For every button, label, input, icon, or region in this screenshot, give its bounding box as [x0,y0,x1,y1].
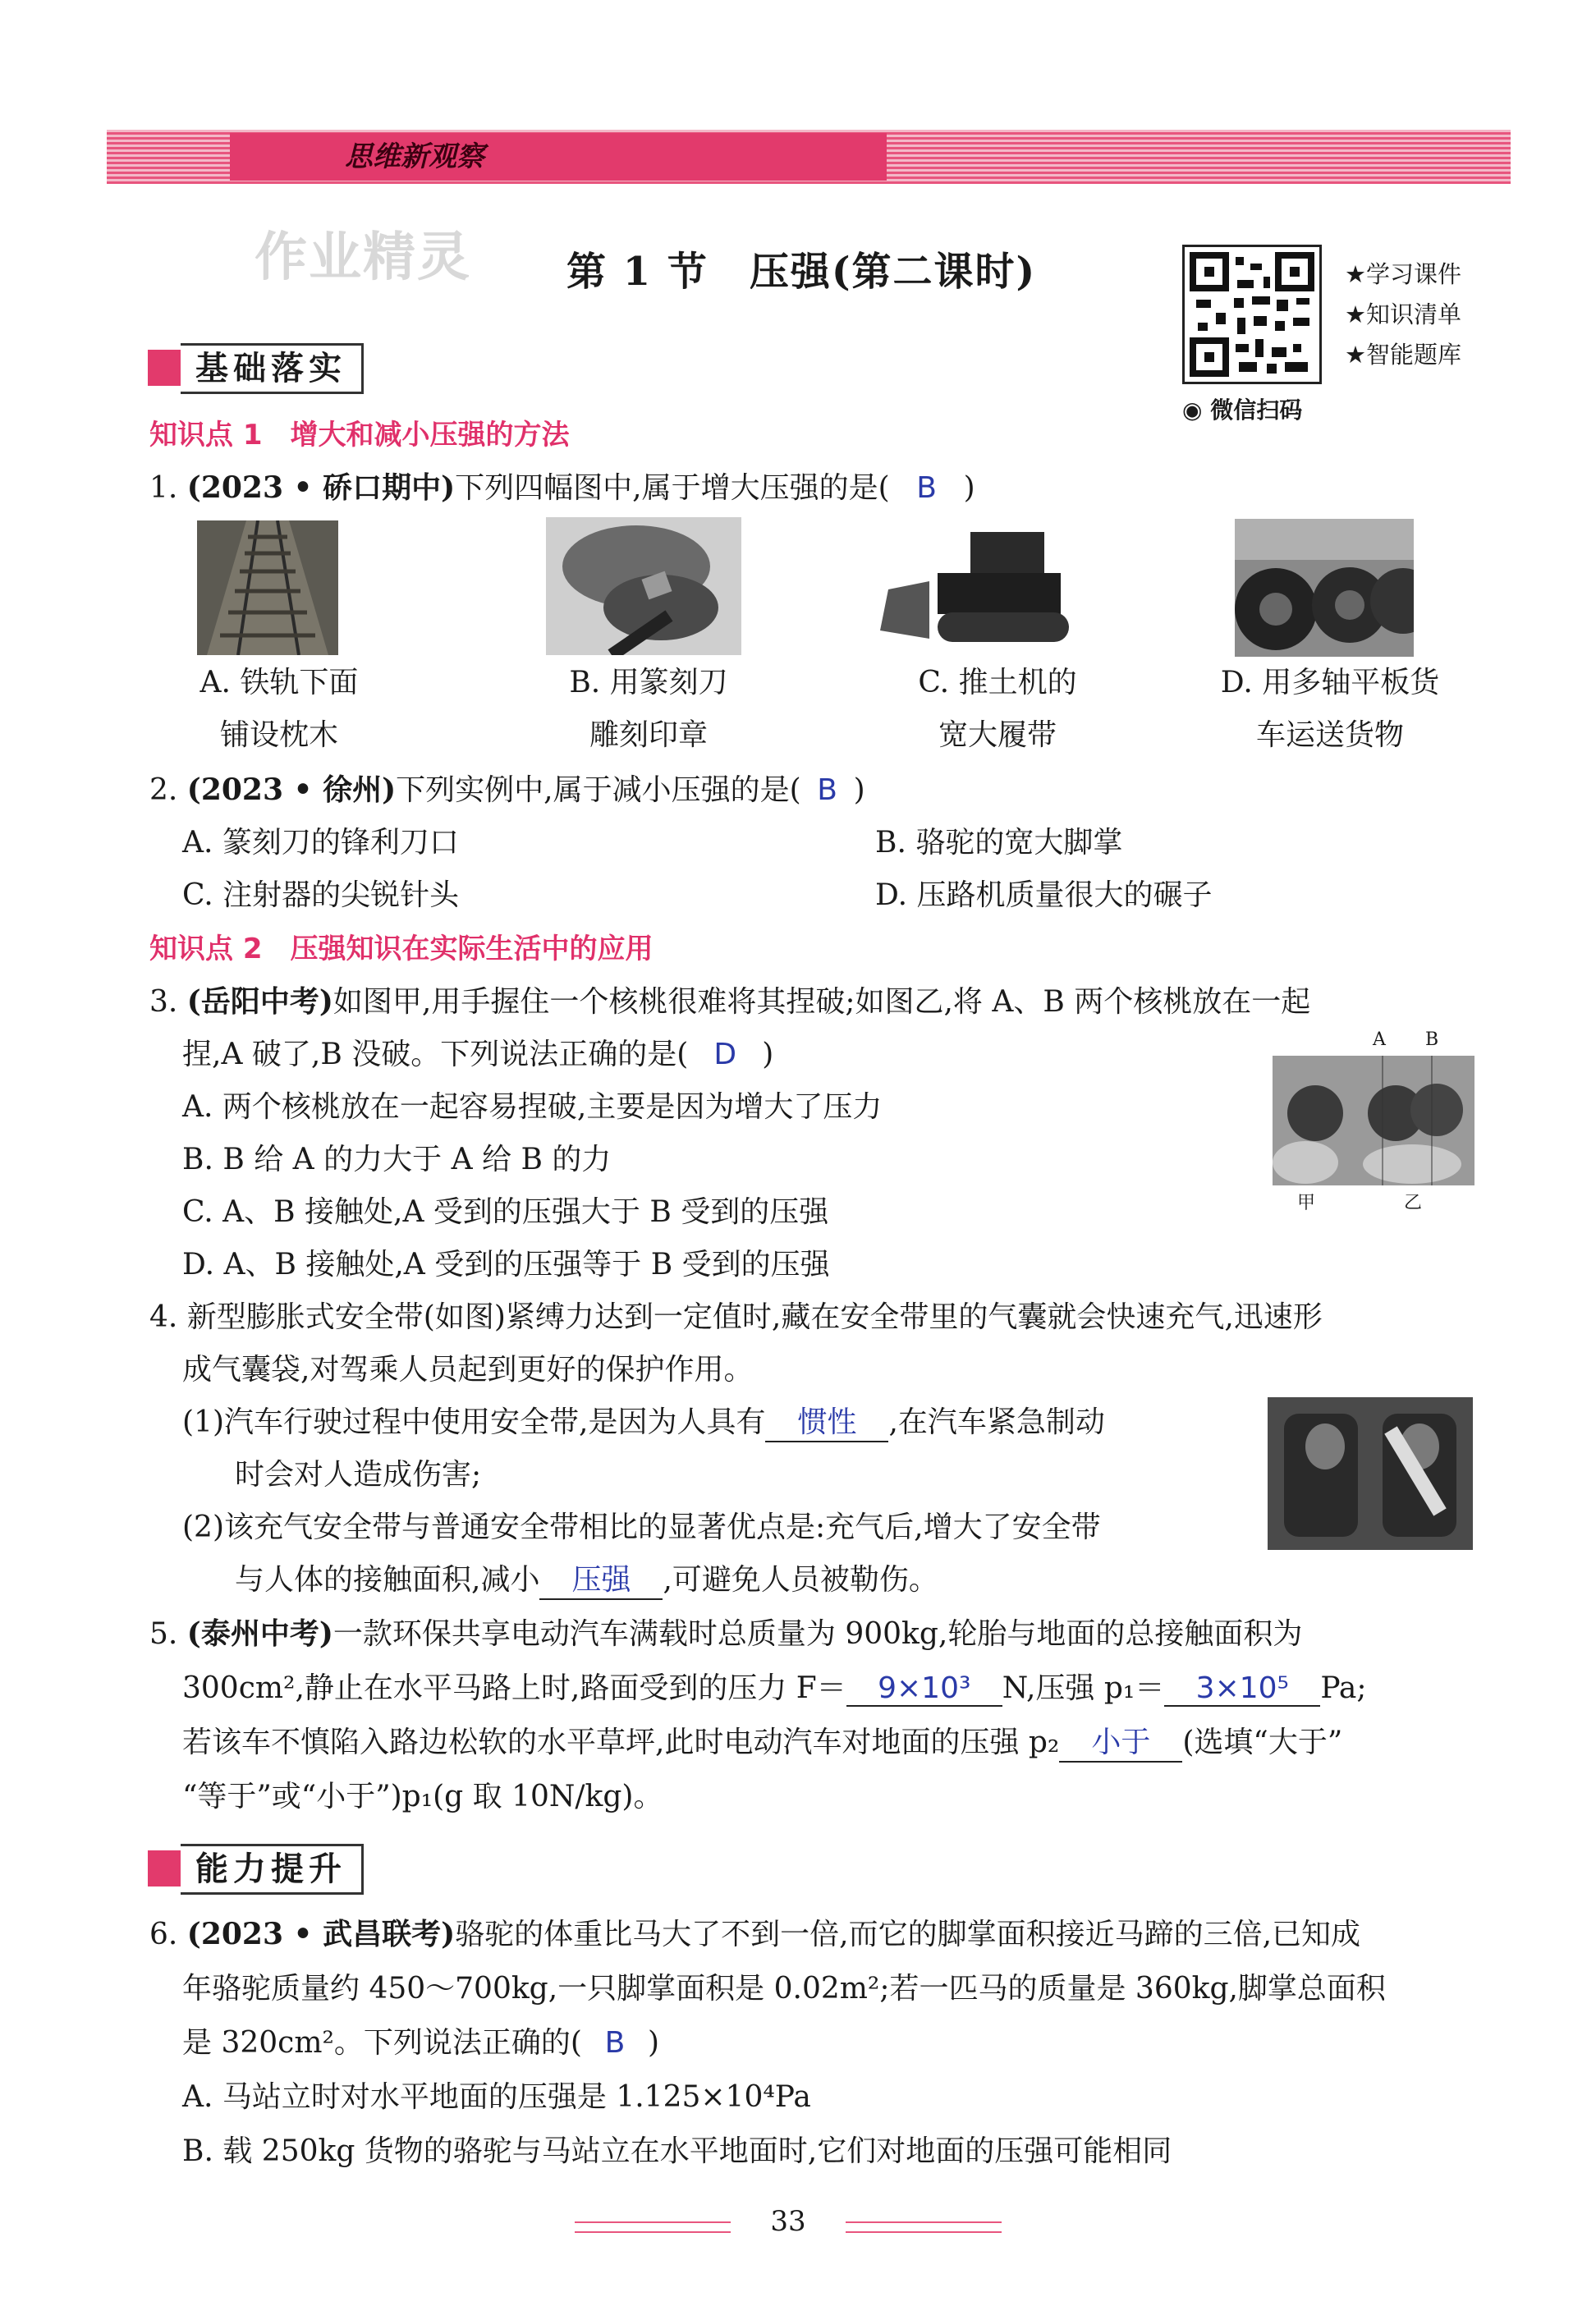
q3-stem-line2: 捏,A 破了,B 没破。下列说法正确的是( D ) [182,1038,774,1071]
q1-stem: 1. (2023 • 硚口期中)下列四幅图中,属于增大压强的是( B ) [149,470,975,505]
q6-source: (2023 • 武昌联考) [186,1917,456,1951]
q1-answer: B [916,471,937,505]
knowledge-point-2: 知识点 2 压强知识在实际生活中的应用 [149,933,654,965]
q5-line1: 5. (泰州中考)一款环保共享电动汽车满载时总质量为 900kg,轮胎与地面的总接触面积为 [149,1616,1303,1651]
fig-label-yi: 乙 [1404,1193,1423,1213]
q3-stem-line1: 3. (岳阳中考)如图甲,用手握住一个核桃很难将其捏破;如图乙,将 A、B 两个核桃放在一起 [149,984,1311,1019]
q4-stem-line1: 4. 新型膨胀式安全带(如图)紧缚力达到一定值时,藏在安全带里的气囊就会快速充气,迅速形 [149,1300,1323,1334]
q6-option-a[interactable]: A. 马站立时对水平地面的压强是 1.125×10⁴Pa [182,2080,811,2114]
q5-line3: 若该车不慎陷入路边松软的水平草坪,此时电动汽车对地面的压强 p₂ 小于 (选填“大于” [182,1719,1342,1763]
q4-stem-line2: 成气囊袋,对驾乘人员起到更好的保护作用。 [182,1353,754,1387]
page-number: 33 [770,2205,806,2238]
footer-line-left-2 [575,2231,731,2233]
qr-code[interactable] [1182,245,1322,384]
footer-line-right-2 [846,2231,1002,2233]
q4-part1-cont: 时会对人造成伤害; [235,1458,482,1492]
q3-answer: D [713,1038,737,1071]
q5-answer-force[interactable]: 9×10³ [846,1671,1002,1707]
qr-feature-list [1345,254,1461,375]
q4-part1: (1)汽车行驶过程中使用安全带,是因为人具有 惯性 ,在汽车紧急制动 [182,1399,1105,1442]
q3-option-c[interactable]: C. A、B 接触处,A 受到的压强大于 B 受到的压强 [182,1195,829,1229]
q2-stem: 2. (2023 • 徐州)下列实例中,属于减小压强的是( B ) [149,772,865,807]
page-title: 第 1 节 压强(第二课时) [566,249,1037,295]
q2-option-d[interactable]: D. 压路机质量很大的碾子 [875,878,1213,912]
knowledge-point-1: 知识点 1 增大和减小压强的方法 [149,419,570,452]
q4-answer-1[interactable]: 惯性 [765,1399,888,1442]
walnut-figure-jia [1273,1056,1355,1185]
label-b: B [1425,1029,1439,1050]
watermark-logo: 作业精灵 [255,227,471,288]
q5-source: (泰州中考) [186,1616,333,1651]
q6-option-b[interactable]: B. 载 250kg 货物的骆驼与马站立在水平地面时,它们对地面的压强可能相同 [182,2134,1172,2168]
q6-line1: 6. (2023 • 武昌联考)骆驼的体重比马大了不到一倍,而它的脚掌面积接近马蹄的三倍,已知成 [149,1917,1361,1951]
header-tab [230,133,887,181]
q3-option-a[interactable]: A. 两个核桃放在一起容易捏破,主要是因为增大了压力 [182,1090,883,1124]
wechat-scan-label [1182,392,1302,425]
q6-line3: 是 320cm²。下列说法正确的( B ) [182,2026,659,2060]
footer-line-left [575,2221,731,2223]
railway-sleepers-image [197,520,338,655]
q6-answer: B [604,2026,626,2060]
q4-part2: (2)该充气安全带与普通安全带相比的显著优点是:充气后,增大了安全带 [182,1511,1101,1544]
q5-answer-pressure[interactable]: 3×10⁵ [1164,1671,1320,1707]
eye-icon: ◉ [1182,397,1211,424]
q1-option-a[interactable]: A. 铁轨下面 铺设枕木 [200,666,359,752]
q2-answer: B [817,773,837,807]
q2-option-c[interactable]: C. 注射器的尖锐针头 [182,878,460,912]
fig-label-jia: 甲 [1297,1193,1316,1213]
header-banner-text: 思维新观察 [345,140,484,173]
qr-item-courseware[interactable]: ★学习课件 [1345,260,1461,288]
q2-source: (2023 • 徐州) [186,772,397,807]
scan-text: 微信扫码 [1210,397,1303,424]
q2-option-b[interactable]: B. 骆驼的宽大脚掌 [875,826,1123,860]
q3-option-b[interactable]: B. B 给 A 的力大于 A 给 B 的力 [182,1143,612,1176]
q4-answer-2[interactable]: 压强 [539,1556,663,1600]
footer-line-right [846,2221,1002,2223]
q1-option-c[interactable]: C. 推土机的 宽大履带 [918,666,1077,752]
section-basic-header [148,343,443,392]
q1-option-d[interactable]: D. 用多轴平板货 车运送货物 [1220,666,1440,752]
airbag-seatbelt-image [1268,1397,1473,1550]
q1-option-b[interactable]: B. 用篆刻刀 雕刻印章 [569,666,728,752]
q5-line4: “等于”或“小于”)p₁(g 取 10N/kg)。 [182,1780,663,1813]
seal-carving-knife-image [546,517,741,655]
section-ability-title: 能力提升 [181,1844,364,1895]
multi-axle-truck-image [1235,519,1414,657]
q2-option-a[interactable]: A. 篆刻刀的锋利刀口 [182,826,459,860]
q4-part2-cont: 与人体的接触面积,减小 压强 ,可避免人员被勒伤。 [235,1556,938,1600]
q3-option-d[interactable]: D. A、B 接触处,A 受到的压强等于 B 受到的压强 [182,1248,830,1281]
q1-source: (2023 • 硚口期中) [186,470,456,505]
bulldozer-image [880,516,1080,653]
section-basic-title: 基础落实 [181,343,364,394]
q5-line2: 300cm²,静止在水平马路上时,路面受到的压力 F＝ 9×10³ N,压强 p₁＝ 3×10⁵ Pa; [182,1671,1367,1705]
walnut-figure-yi [1355,1056,1474,1185]
q6-line2: 年骆驼质量约 450～700kg,一只脚掌面积是 0.02m²;若一匹马的质量是 360kg,脚掌总面积 [182,1972,1386,2006]
q5-answer-compare[interactable]: 小于 [1059,1719,1182,1763]
label-a: A [1373,1029,1386,1050]
section-ability-header [148,1844,443,1893]
q3-source: (岳阳中考) [186,984,333,1019]
qr-item-knowledge[interactable]: ★知识清单 [1345,300,1461,328]
qr-code-icon [1185,247,1319,382]
qr-item-question-bank[interactable]: ★智能题库 [1345,341,1461,369]
